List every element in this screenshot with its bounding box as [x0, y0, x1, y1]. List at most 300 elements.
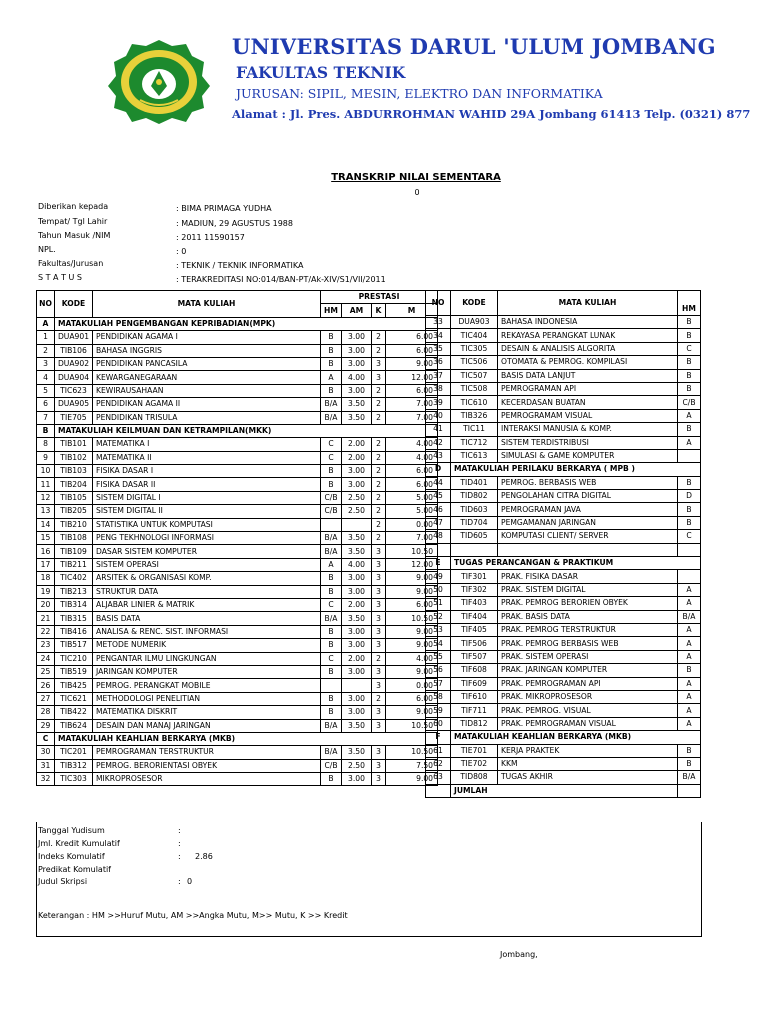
row-no: 52 [426, 610, 451, 623]
col-header-no: NO [37, 291, 55, 318]
faculty-name: FAKULTAS TEKNIK [236, 63, 406, 82]
row-no: 58 [426, 690, 451, 703]
section-title: MATAKULIAH PENGEMBANGAN KEPRIBADIAN(MPK) [55, 317, 438, 330]
row-no: 42 [426, 436, 451, 449]
row-kode: DUA905 [55, 398, 93, 411]
table-row [37, 665, 438, 678]
table-row [37, 746, 438, 759]
table-row [426, 664, 701, 677]
row-mata-kuliah: PRAK. BASIS DATA [498, 610, 678, 623]
row-no: 17 [37, 558, 55, 571]
table-row [37, 344, 438, 357]
row-k: 2 [372, 505, 386, 518]
legend-note: Keterangan : HM >>Huruf Mutu, AM >>Angka Mutu, M>> Mutu, K >> Kredit [38, 911, 348, 920]
row-no: 5 [37, 384, 55, 397]
section-title: MATAKULIAH PERILAKU BERKARYA ( MPB ) [451, 463, 701, 476]
table-row [426, 530, 701, 543]
col-header-hm: HM [321, 304, 342, 317]
row-hm: B/A [678, 610, 701, 623]
address: Alamat : Jl. Pres. ABDURROHMAN WAHID 29A Jombang 61413 Telp. (0321) 877 [232, 107, 751, 121]
row-hm: B [678, 757, 701, 770]
row-k: 2 [372, 384, 386, 397]
row-hm: B [321, 465, 342, 478]
table-row [37, 451, 438, 464]
row-kode: TIC506 [451, 356, 498, 369]
row-mata-kuliah: PENDIDIKAN TRISULA [93, 411, 321, 424]
row-m: 6.00 [386, 692, 438, 705]
row-kode: DUA901 [55, 331, 93, 344]
row-am: 3.00 [342, 692, 372, 705]
row-no: 12 [37, 491, 55, 504]
row-am: 3.50 [342, 398, 372, 411]
row-am: 2.00 [342, 451, 372, 464]
table-row [426, 490, 701, 503]
row-am: 2.00 [342, 598, 372, 611]
row-hm: B/A [321, 719, 342, 732]
row-am [342, 679, 372, 692]
row-am: 3.00 [342, 706, 372, 719]
row-kode: TIB204 [55, 478, 93, 491]
row-am: 3.50 [342, 411, 372, 424]
summary-label: Judul Skripsi [38, 877, 88, 886]
row-m: 7.00 [386, 411, 438, 424]
row-k: 2 [372, 478, 386, 491]
summary-label: Jml. Kredit Kumulatif [38, 839, 120, 848]
row-no: 39 [426, 396, 451, 409]
row-kode: TIC712 [451, 436, 498, 449]
row-hm: B [678, 369, 701, 382]
row-am [342, 518, 372, 531]
row-mata-kuliah: JARINGAN KOMPUTER [93, 665, 321, 678]
row-no: 55 [426, 650, 451, 663]
table-row [37, 438, 438, 451]
row-kode: TIC623 [55, 384, 93, 397]
row-no: 53 [426, 623, 451, 636]
row-hm: B [678, 316, 701, 329]
row-am: 3.00 [342, 639, 372, 652]
table-row [426, 677, 701, 690]
row-hm [321, 679, 342, 692]
table-row [426, 717, 701, 730]
table-row [37, 532, 438, 545]
document-subtitle: 0 [414, 188, 420, 197]
row-mata-kuliah: PENDIDIKAN PANCASILA [93, 357, 321, 370]
summary-colon: : [178, 826, 181, 835]
row-hm: A [678, 650, 701, 663]
row-kode: TIB315 [55, 612, 93, 625]
table-row [37, 652, 438, 665]
row-hm: C [321, 451, 342, 464]
row-mata-kuliah: PRAK. PEMROG BERBASIS WEB [498, 637, 678, 650]
row-k: 2 [372, 331, 386, 344]
row-no: 49 [426, 570, 451, 583]
row-kode: TIB422 [55, 706, 93, 719]
university-name: UNIVERSITAS DARUL 'ULUM JOMBANG [232, 34, 716, 59]
row-hm: A [678, 690, 701, 703]
row-no: 23 [37, 639, 55, 652]
row-no: 60 [426, 717, 451, 730]
row-am: 2.50 [342, 759, 372, 772]
row-m: 9.00 [386, 639, 438, 652]
row-no: 51 [426, 597, 451, 610]
row-hm: B [321, 692, 342, 705]
row-no: 34 [426, 329, 451, 342]
row-no: 27 [37, 692, 55, 705]
row-am: 3.50 [342, 532, 372, 545]
row-am: 2.50 [342, 491, 372, 504]
row-hm: B [321, 639, 342, 652]
row-mata-kuliah: PENGOLAHAN CITRA DIGITAL [498, 490, 678, 503]
table-row [37, 598, 438, 611]
row-am: 2.00 [342, 652, 372, 665]
row-k: 3 [372, 639, 386, 652]
row-mata-kuliah: KEWARGANEGARAAN [93, 371, 321, 384]
row-no: 47 [426, 516, 451, 529]
summary-colon: : [178, 877, 181, 886]
student-value: : 0 [176, 247, 187, 256]
row-mata-kuliah: DESAIN & ANALISIS ALGORITA [498, 342, 678, 355]
row-kode: TIB210 [55, 518, 93, 531]
row-k: 2 [372, 438, 386, 451]
row-am: 3.00 [342, 773, 372, 786]
row-no: 43 [426, 449, 451, 462]
blank-cell [451, 543, 498, 556]
row-k: 2 [372, 465, 386, 478]
student-label: Tempat/ Tgl Lahir [38, 217, 108, 226]
row-mata-kuliah: KECERDASAN BUATAN [498, 396, 678, 409]
row-kode: TIB103 [55, 465, 93, 478]
row-mata-kuliah: SISTEM DIGITAL II [93, 505, 321, 518]
row-hm: B [678, 503, 701, 516]
row-m: 6.00 [386, 465, 438, 478]
row-no: 59 [426, 704, 451, 717]
row-mata-kuliah: SISTEM TERDISTRIBUSI [498, 436, 678, 449]
section-code: E [426, 557, 451, 570]
row-am: 3.00 [342, 665, 372, 678]
row-m: 10.50 [386, 719, 438, 732]
table-row [37, 585, 438, 598]
row-no: 29 [37, 719, 55, 732]
row-k: 3 [372, 746, 386, 759]
row-kode: TID802 [451, 490, 498, 503]
row-kode: TIF403 [451, 597, 498, 610]
row-hm: B/A [678, 771, 701, 784]
table-row [37, 773, 438, 786]
row-kode: TIB624 [55, 719, 93, 732]
row-no: 21 [37, 612, 55, 625]
total-row [426, 784, 701, 797]
blank-cell [678, 543, 701, 556]
table-row [426, 597, 701, 610]
row-kode: TIB416 [55, 625, 93, 638]
row-am: 3.00 [342, 625, 372, 638]
student-label: S T A T U S [38, 273, 82, 282]
row-no: 62 [426, 757, 451, 770]
row-m: 4.00 [386, 652, 438, 665]
row-hm: B [678, 423, 701, 436]
section-code: B [37, 424, 55, 437]
table-row [37, 384, 438, 397]
row-mata-kuliah: PRAK. PEMROGRAMAN VISUAL [498, 717, 678, 730]
row-am: 3.00 [342, 572, 372, 585]
row-k: 2 [372, 532, 386, 545]
col-header-prestasi: PRESTASI [321, 291, 438, 304]
row-no: 10 [37, 465, 55, 478]
row-no: 26 [37, 679, 55, 692]
row-hm: B [678, 356, 701, 369]
row-m: 6.00 [386, 331, 438, 344]
row-no: 3 [37, 357, 55, 370]
row-kode: TIC610 [451, 396, 498, 409]
col-header-am: AM [342, 304, 372, 317]
section-row [426, 731, 701, 744]
row-k: 3 [372, 572, 386, 585]
row-am: 3.50 [342, 746, 372, 759]
row-k: 2 [372, 518, 386, 531]
university-logo [104, 38, 214, 124]
row-no: 19 [37, 585, 55, 598]
row-m: 7.00 [386, 532, 438, 545]
table-row [426, 436, 701, 449]
row-hm [678, 449, 701, 462]
table-row [426, 329, 701, 342]
row-mata-kuliah: PEMROG. BERBASIS WEB [498, 476, 678, 489]
row-k: 3 [372, 558, 386, 571]
row-kode: TIB109 [55, 545, 93, 558]
row-no: 15 [37, 532, 55, 545]
row-hm: A [678, 436, 701, 449]
row-mata-kuliah: PEMGAMANAN JARINGAN [498, 516, 678, 529]
section-code: C [37, 732, 55, 745]
row-kode: TIC201 [55, 746, 93, 759]
row-k: 2 [372, 451, 386, 464]
row-no: 32 [37, 773, 55, 786]
table-row [37, 371, 438, 384]
table-row [37, 465, 438, 478]
row-mata-kuliah: PEMROGRAMAN API [498, 382, 678, 395]
row-mata-kuliah: STATISTIKA UNTUK KOMPUTASI [93, 518, 321, 531]
row-m: 6.00 [386, 384, 438, 397]
row-k: 3 [372, 371, 386, 384]
row-no: 7 [37, 411, 55, 424]
row-mata-kuliah: PRAK. PEMROGRAMAN API [498, 677, 678, 690]
row-am: 3.00 [342, 384, 372, 397]
row-m: 0.00 [386, 679, 438, 692]
row-hm: B [321, 384, 342, 397]
row-m: 5.00 [386, 491, 438, 504]
row-kode: TIB105 [55, 491, 93, 504]
row-k: 3 [372, 759, 386, 772]
row-m: 9.00 [386, 773, 438, 786]
row-hm: A [678, 637, 701, 650]
row-k: 2 [372, 652, 386, 665]
table-row [426, 757, 701, 770]
row-kode: TIB326 [451, 409, 498, 422]
row-mata-kuliah: ALJABAR LINIER & MATRIK [93, 598, 321, 611]
row-hm: B [678, 664, 701, 677]
row-mata-kuliah: FISIKA DASAR I [93, 465, 321, 478]
row-hm: A [678, 583, 701, 596]
table-row [426, 704, 701, 717]
row-no: 61 [426, 744, 451, 757]
section-row [37, 732, 438, 745]
row-kode: TID808 [451, 771, 498, 784]
row-no: 63 [426, 771, 451, 784]
row-kode: TID605 [451, 530, 498, 543]
row-kode: TIB425 [55, 679, 93, 692]
row-hm: B [321, 585, 342, 598]
summary-value: 2.86 [195, 852, 213, 861]
row-hm: A [678, 409, 701, 422]
section-code: F [426, 731, 451, 744]
row-kode: TIF404 [451, 610, 498, 623]
row-no: 35 [426, 342, 451, 355]
row-kode: TIC508 [451, 382, 498, 395]
row-kode: TIC507 [451, 369, 498, 382]
grades-table-left [36, 290, 438, 786]
row-kode: TIF506 [451, 637, 498, 650]
row-mata-kuliah: METODE NUMERIK [93, 639, 321, 652]
table-row [37, 357, 438, 370]
row-mata-kuliah: PENDIDIKAN AGAMA II [93, 398, 321, 411]
blank-cell [498, 543, 678, 556]
row-kode: TIB519 [55, 665, 93, 678]
student-label: Fakultas/Jurusan [38, 259, 104, 268]
section-code: D [426, 463, 451, 476]
row-k: 3 [372, 719, 386, 732]
table-row [37, 411, 438, 424]
row-kode: TIF301 [451, 570, 498, 583]
row-no: 31 [37, 759, 55, 772]
table-row [426, 583, 701, 596]
row-k: 3 [372, 625, 386, 638]
section-row [37, 317, 438, 330]
row-hm: B [321, 331, 342, 344]
table-row [37, 331, 438, 344]
row-mata-kuliah: PENGANTAR ILMU LINGKUNGAN [93, 652, 321, 665]
table-row [37, 706, 438, 719]
student-value: : MADIUN, 29 AGUSTUS 1988 [176, 219, 293, 228]
row-k: 3 [372, 612, 386, 625]
row-k: 3 [372, 679, 386, 692]
total-spacer [426, 784, 451, 797]
row-mata-kuliah: SIMULASI & GAME KOMPUTER [498, 449, 678, 462]
row-m: 10.50 [386, 746, 438, 759]
col-header-mata-kuliah: MATA KULIAH [93, 291, 321, 318]
row-mata-kuliah: OTOMATA & PEMROG. KOMPILASI [498, 356, 678, 369]
row-hm: B [321, 344, 342, 357]
row-mata-kuliah: SISTEM OPERASI [93, 558, 321, 571]
col-header-kode: KODE [55, 291, 93, 318]
row-hm: A [321, 558, 342, 571]
summary-label: Predikat Komulatif [38, 865, 111, 874]
row-hm: B/A [321, 532, 342, 545]
row-hm: B [321, 665, 342, 678]
row-mata-kuliah: ANALISA & RENC. SIST. INFORMASI [93, 625, 321, 638]
section-row [426, 463, 701, 476]
row-mata-kuliah: PEMROGRAMAM VISUAL [498, 409, 678, 422]
row-m: 9.00 [386, 706, 438, 719]
row-hm: A [321, 371, 342, 384]
row-mata-kuliah: PEMROG. PERANGKAT MOBILE [93, 679, 321, 692]
table-row [426, 744, 701, 757]
student-value: : 2011 11590157 [176, 233, 245, 242]
row-kode: TIF610 [451, 690, 498, 703]
row-hm: B [321, 478, 342, 491]
student-value: : TEKNIK / TEKNIK INFORMATIKA [176, 261, 304, 270]
table-row [426, 690, 701, 703]
row-k: 3 [372, 706, 386, 719]
row-mata-kuliah: BASIS DATA LANJUT [498, 369, 678, 382]
row-m: 7.50 [386, 759, 438, 772]
table-row [37, 545, 438, 558]
row-mata-kuliah: PENG TEKHNOLOGI INFORMASI [93, 532, 321, 545]
row-hm: C/B [678, 396, 701, 409]
row-m: 9.00 [386, 585, 438, 598]
row-hm [678, 570, 701, 583]
table-row [426, 516, 701, 529]
row-kode: TIB211 [55, 558, 93, 571]
table-row [426, 409, 701, 422]
summary-colon: : [178, 852, 181, 861]
row-mata-kuliah: BAHASA INDONESIA [498, 316, 678, 329]
total-label: JUMLAH [451, 784, 678, 797]
row-mata-kuliah: KEWIRAUSAHAAN [93, 384, 321, 397]
row-no: 9 [37, 451, 55, 464]
row-am: 3.00 [342, 344, 372, 357]
row-kode: TIB205 [55, 505, 93, 518]
table-row [37, 491, 438, 504]
student-value: : BIMA PRIMAGA YUDHA [176, 204, 272, 213]
row-mata-kuliah: PEMROG. BERORIENTASI OBYEK [93, 759, 321, 772]
row-no: 48 [426, 530, 451, 543]
table-row [37, 639, 438, 652]
row-no: 50 [426, 583, 451, 596]
row-kode: TIF711 [451, 704, 498, 717]
row-k: 2 [372, 491, 386, 504]
row-m: 6.00 [386, 598, 438, 611]
table-row [37, 759, 438, 772]
table-row [37, 719, 438, 732]
row-no: 44 [426, 476, 451, 489]
row-mata-kuliah: STRUKTUR DATA [93, 585, 321, 598]
row-m: 9.00 [386, 357, 438, 370]
row-hm: A [678, 597, 701, 610]
row-hm: B [321, 357, 342, 370]
row-m: 5.00 [386, 505, 438, 518]
row-mata-kuliah: PRAK. SISTEM DIGITAL [498, 583, 678, 596]
row-m: 7.00 [386, 398, 438, 411]
row-kode: TIB101 [55, 438, 93, 451]
student-value: : TERAKREDITASI NO:014/BAN-PT/Ak-XIV/S1/VII/2011 [176, 275, 386, 284]
table-row [426, 650, 701, 663]
row-hm: C [321, 598, 342, 611]
section-row [37, 424, 438, 437]
col-header-hm: HM [678, 291, 701, 316]
row-kode: TIC303 [55, 773, 93, 786]
row-hm: C/B [321, 759, 342, 772]
row-am: 3.00 [342, 331, 372, 344]
row-hm: D [678, 490, 701, 503]
row-mata-kuliah: PRAK. SISTEM OPERASI [498, 650, 678, 663]
col-header-kode: KODE [451, 291, 498, 316]
row-hm: B [678, 516, 701, 529]
table-row [37, 398, 438, 411]
summary-colon: : [178, 839, 181, 848]
section-title: MATAKULIAH KEILMUAN DAN KETRAMPILAN(MKK) [55, 424, 438, 437]
row-no: 36 [426, 356, 451, 369]
row-am: 3.50 [342, 719, 372, 732]
